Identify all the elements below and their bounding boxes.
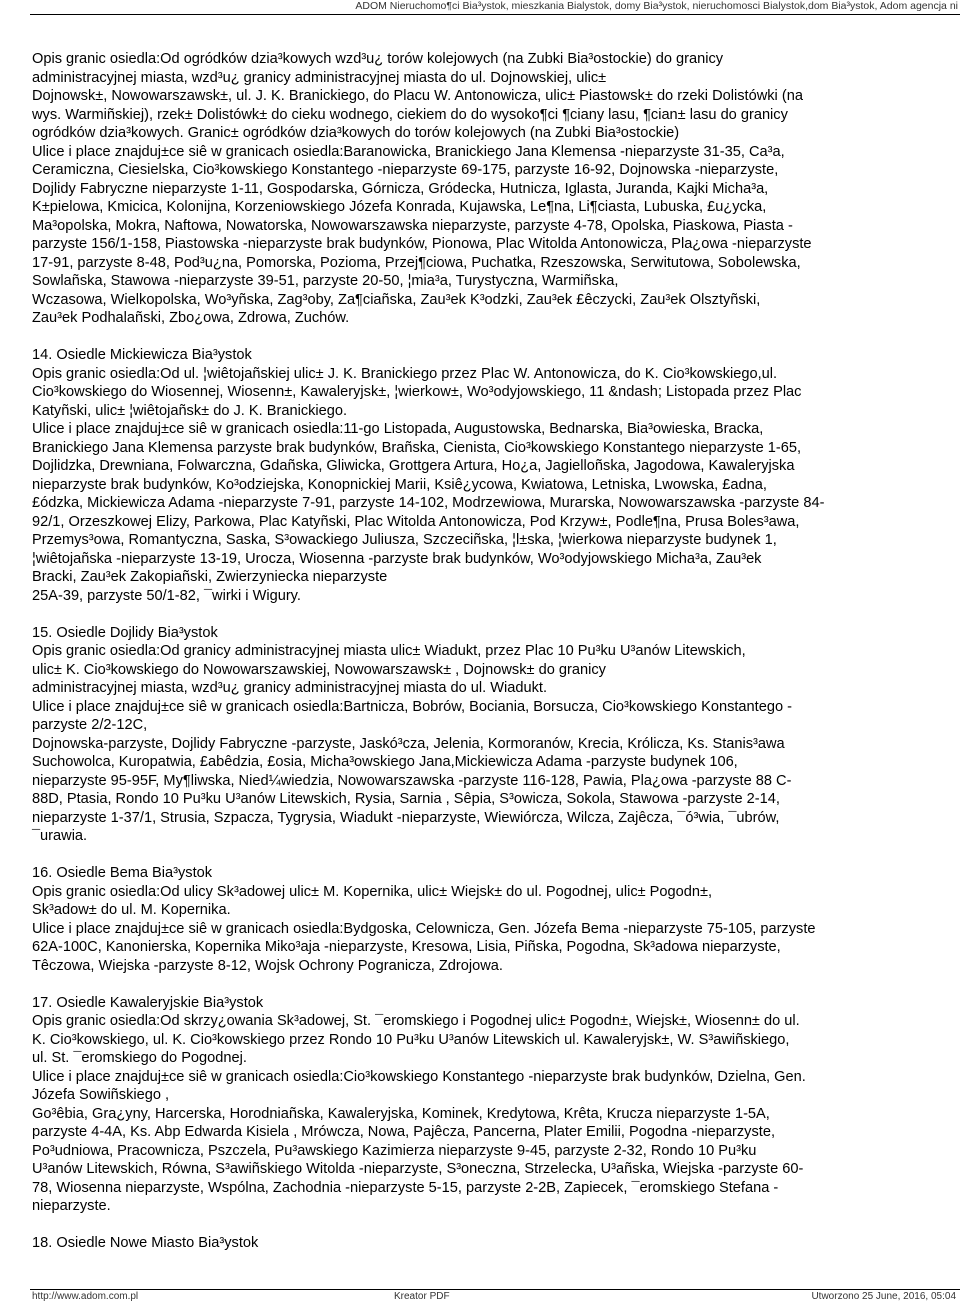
text-line: K±pielowa, Kmicica, Kolonijna, Korzeniowskiego Józefa Konrada, Kujawska, Le¶na, Li¶ciasta, Lubuska, £u¿ycka, <box>32 199 767 215</box>
text-line: Ma³opolska, Mokra, Naftowa, Nowatorska, Nowowarszawska nieparzyste, parzyste 4-78, Opolska, Piaskowa, Piasta - <box>32 217 793 234</box>
header-divider <box>30 14 960 15</box>
page-footer <box>32 1291 956 1303</box>
text-line: ulic± K. Cio³kowskiego do Nowowarszawskiej, Nowowarszawsk± , Dojnowsk± do granicy <box>32 661 606 678</box>
text-line: parzyste 2/2-12C, <box>32 717 148 733</box>
text-line: Cio³kowskiego do Wiosennej, Wiosenn±, Kawaleryjsk±, ¦wierkow±, Wo³odyjowskiego, 11 &ndash; Listopada przez Plac <box>32 384 802 400</box>
text-line: Ulice i place znajduj±ce siê w granicach osiedla:Baranowicka, Branickiego Jana Klemensa -nieparzyste 31-35, Ca³a, <box>32 143 785 160</box>
text-line: Zau³ek Podhalañski, Zbo¿owa, Zdrowa, Zuchów. <box>32 310 350 326</box>
paragraph-gap <box>32 328 932 347</box>
paragraph <box>32 50 932 328</box>
text-line: 88D, Ptasia, Rondo 10 Pu³ku U³anów Litewskich, Rysia, Sarnia , Sêpia, S³owicza, Sokola, Stawowa -parzyste 2-14, <box>32 791 780 807</box>
text-line: Opis granic osiedla:Od ogródków dzia³kowych wzd³u¿ torów kolejowych (na Zubki Bia³ostockie) do granicy <box>32 51 724 67</box>
text-line: Przemys³owa, Romantyczna, Saska, S³owackiego Juliusza, Szczeciñska, ¦l±ska, ¦wierkowa nieparzyste budynek 1, <box>32 532 777 548</box>
text-line: Ceramiczna, Ciesielska, Cio³kowskiego Konstantego -nieparzyste 69-175, parzyste 16-92, Dojnowska -nieparzyste, <box>32 162 779 178</box>
text-line: 78, Wiosenna nieparzyste, Wspólna, Zachodnia -nieparzyste 5-15, parzyste 2-2B, Zapiecek, ¯eromskiego Stefana - <box>32 1179 779 1196</box>
section-heading: 14. Osiedle Mickiewicza Bia³ystok <box>32 347 252 363</box>
paragraph <box>32 624 932 846</box>
text-line: Branickiego Jana Klemensa parzyste brak budynków, Brañska, Cienista, Cio³kowskiego Konstantego nieparzyste 1-65, <box>32 439 802 456</box>
text-line: 17-91, parzyste 8-48, Pod³u¿na, Pomorska, Pozioma, Przej¶ciowa, Puchatka, Rzeszowska, Serwitutowa, Sobolewska, <box>32 254 801 271</box>
text-line: Ulice i place znajduj±ce siê w granicach osiedla:Bartnicza, Bobrów, Bociania, Borsucza, Cio³kowskiego Konstantego - <box>32 698 792 715</box>
text-line: 25A-39, parzyste 50/1-82, ¯wirki i Wigury. <box>32 587 301 604</box>
paragraph-gap <box>32 1216 932 1235</box>
text-line: Katyñski, ulic± ¦wiêtojañsk± do J. K. Branickiego. <box>32 402 348 419</box>
text-line: nieparzyste. <box>32 1198 111 1214</box>
text-line: Dojlidzka, Drewniana, Folwarczna, Gdañska, Gliwicka, Grottgera Artura, Ho¿a, Jagielloñska, Jagodowa, Kawaleryjska <box>32 458 795 474</box>
footer-divider <box>30 1289 960 1290</box>
footer-url: http://www.adom.com.pl <box>32 1291 139 1302</box>
text-line: K. Cio³kowskiego, ul. K. Cio³kowskiego przez Rondo 10 Pu³ku U³anów Litewskich ul. Kawaleryjsk±, W. S³awiñskiego, <box>32 1031 790 1048</box>
footer-created-date: Utworzono 25 June, 2016, 05:04 <box>811 1291 956 1302</box>
text-line: ¦wiêtojañska -nieparzyste 13-19, Urocza, Wiosenna -parzyste brak budynków, Wo³odyjowskiego Micha³a, Zau³ek <box>32 550 762 567</box>
text-line: Go³êbia, Gra¿yny, Harcerska, Horodniañska, Kawaleryjska, Kominek, Kredytowa, Krêta, Krucza nieparzyste 1-5A, <box>32 1105 770 1122</box>
text-line: nieparzyste brak budynków, Ko³odziejska, Konopnickiej Marii, Ksiê¿ycowa, Kwiatowa, Letniska, Lwowska, £adna, <box>32 476 767 493</box>
text-line: parzyste 156/1-158, Piastowska -nieparzyste brak budynków, Pionowa, Plac Witolda Antonowicza, Pla¿owa -nieparzyste <box>32 236 812 252</box>
text-line: £ódzka, Mickiewicza Adama -nieparzyste 7-91, parzyste 14-102, Modrzewiowa, Murarska, Nowowarszawska -parzyste 84- <box>32 495 825 511</box>
text-line: Dojlidy Fabryczne nieparzyste 1-11, Gospodarska, Górnicza, Gródecka, Hutnicza, Iglasta, Juranda, Kajki Micha³a, <box>32 180 769 197</box>
text-line: Ulice i place znajduj±ce siê w granicach osiedla:Cio³kowskiego Konstantego -nieparzyste brak budynków, Dzielna, Gen. <box>32 1068 806 1085</box>
text-line: Józefa Sowiñskiego , <box>32 1087 170 1103</box>
text-line: U³anów Litewskich, Równa, S³awiñskiego Witolda -nieparzyste, S³oneczna, Strzelecka, U³añska, Wiejska -parzyste 60- <box>32 1161 804 1177</box>
text-line: Opis granic osiedla:Od skrzy¿owania Sk³adowej, St. ¯eromskiego i Pogodnej ulic± Pogodn±, Wiejsk±, Wiosenn± do ul. <box>32 1013 800 1029</box>
text-line: ul. St. ¯eromskiego do Pogodnej. <box>32 1050 247 1066</box>
text-line: Sk³adow± do ul. M. Kopernika. <box>32 902 231 918</box>
text-line: Têczowa, Wiejska -parzyste 8-12, Wojsk Ochrony Pogranicza, Zdrojowa. <box>32 957 503 974</box>
text-line: 62A-100C, Kanonierska, Kopernika Miko³aja -nieparzyste, Kresowa, Lisia, Piñska, Pogodna, Sk³adowa nieparzyste, <box>32 939 781 955</box>
paragraph <box>32 1234 932 1253</box>
text-line: Po³udniowa, Pracownicza, Pszczela, Pu³awskiego Kazimierza nieparzyste 9-45, parzyste 2-32, Rondo 10 Pu³ku <box>32 1142 757 1159</box>
text-line: ogródków dzia³kowych. Granic± ogródków dzia³kowych do torów kolejowych (na Zubki Bia³ostockie) <box>32 125 680 141</box>
text-line: 92/1, Orzeszkowej Elizy, Parkowa, Plac Katyñski, Plac Witolda Antonowicza, Pod Krzyw±, Podle¶na, Prusa Boles³awa, <box>32 513 800 530</box>
footer-creator: Kreator PDF <box>394 1291 450 1302</box>
page-header: ADOM Nieruchomo¶ci Bia³ystok, mieszkania Bialystok, domy Bia³ystok, nieruchomosci Bialystok,dom Bia³ystok, Adom agencja ni <box>355 0 958 12</box>
paragraph-gap <box>32 846 932 865</box>
text-line: administracyjnej miasta, wzd³u¿ granicy administracyjnej miasta do ul. Dojnowskiej, ulic± <box>32 69 607 86</box>
text-line: Ulice i place znajduj±ce siê w granicach osiedla:11-go Listopada, Augustowska, Bednarska, Bia³owieska, Bracka, <box>32 421 764 437</box>
section-heading: 16. Osiedle Bema Bia³ystok <box>32 865 213 881</box>
section-heading: 15. Osiedle Dojlidy Bia³ystok <box>32 624 218 641</box>
text-line: wys. Warmiñskiej), rzek± Dolistówk± do cieku wodnego, ciekiem do do wysoko¶ci ¶ciany lasu, ¶cian± lasu do granicy <box>32 106 788 123</box>
text-line: nieparzyste 95-95F, My¶liwska, Nied¼wiedzia, Nowowarszawska -parzyste 116-128, Pawia, Pla¿owa -parzyste 88 C- <box>32 772 792 789</box>
paragraph <box>32 994 932 1216</box>
text-line: administracyjnej miasta, wzd³u¿ granicy administracyjnej miasta do ul. Wiadukt. <box>32 680 548 696</box>
text-line: ¯urawia. <box>32 828 88 844</box>
section-heading: 18. Osiedle Nowe Miasto Bia³ystok <box>32 1235 259 1251</box>
text-line: Opis granic osiedla:Od ulicy Sk³adowej ulic± M. Kopernika, ulic± Wiejsk± do ul. Pogodnej, ulic± Pogodn±, <box>32 883 713 900</box>
text-line: Dojnowsk±, Nowowarszawsk±, ul. J. K. Branickiego, do Placu W. Antonowicza, ulic± Piastowsk± do rzeki Dolistówki (na <box>32 88 803 104</box>
document-body <box>32 50 932 1253</box>
text-line: Ulice i place znajduj±ce siê w granicach osiedla:Bydgoska, Celownicza, Gen. Józefa Bema -nieparzyste 75-105, parzyste <box>32 920 816 937</box>
text-line: Opis granic osiedla:Od ul. ¦wiêtojañskiej ulic± J. K. Branickiego przez Plac W. Antonowicza, do K. Cio³kowskiego,ul. <box>32 365 778 382</box>
section-heading: 17. Osiedle Kawaleryjskie Bia³ystok <box>32 994 264 1011</box>
paragraph-gap <box>32 975 932 994</box>
text-line: Dojnowska-parzyste, Dojlidy Fabryczne -parzyste, Jaskó³cza, Jelenia, Kormoranów, Krecia, Królicza, Ks. Stanis³awa <box>32 735 785 752</box>
text-line: Sowlañska, Stawowa -nieparzyste 39-51, parzyste 20-50, ¦mia³a, Turystyczna, Warmiñska, <box>32 273 619 289</box>
paragraph-gap <box>32 605 932 624</box>
paragraph <box>32 864 932 975</box>
text-line: nieparzyste 1-37/1, Strusia, Szpacza, Tygrysia, Wiadukt -nieparzyste, Wiewiórcza, Wilcza, Zajêcza, ¯ó³wia, ¯ubrów, <box>32 809 780 826</box>
text-line: Opis granic osiedla:Od granicy administracyjnej miasta ulic± Wiadukt, przez Plac 10 Pu³ku U³anów Litewskich, <box>32 643 746 659</box>
text-line: Wczasowa, Wielkopolska, Wo³yñska, Zag³oby, Za¶ciañska, Zau³ek K³odzki, Zau³ek £êczycki, Zau³ek Olsztyñski, <box>32 291 761 308</box>
text-line: Suchowolca, Kuropatwia, £abêdzia, £osia, Micha³owskiego Jana,Mickiewicza Adama -parzyste budynek 106, <box>32 754 738 770</box>
paragraph <box>32 346 932 605</box>
text-line: parzyste 4-4A, Ks. Abp Edwarda Kisiela , Mrówcza, Nowa, Pajêcza, Pancerna, Plater Emilii, Pogodna -nieparzyste, <box>32 1124 776 1140</box>
text-line: Bracki, Zau³ek Zakopiañski, Zwierzyniecka nieparzyste <box>32 569 388 585</box>
